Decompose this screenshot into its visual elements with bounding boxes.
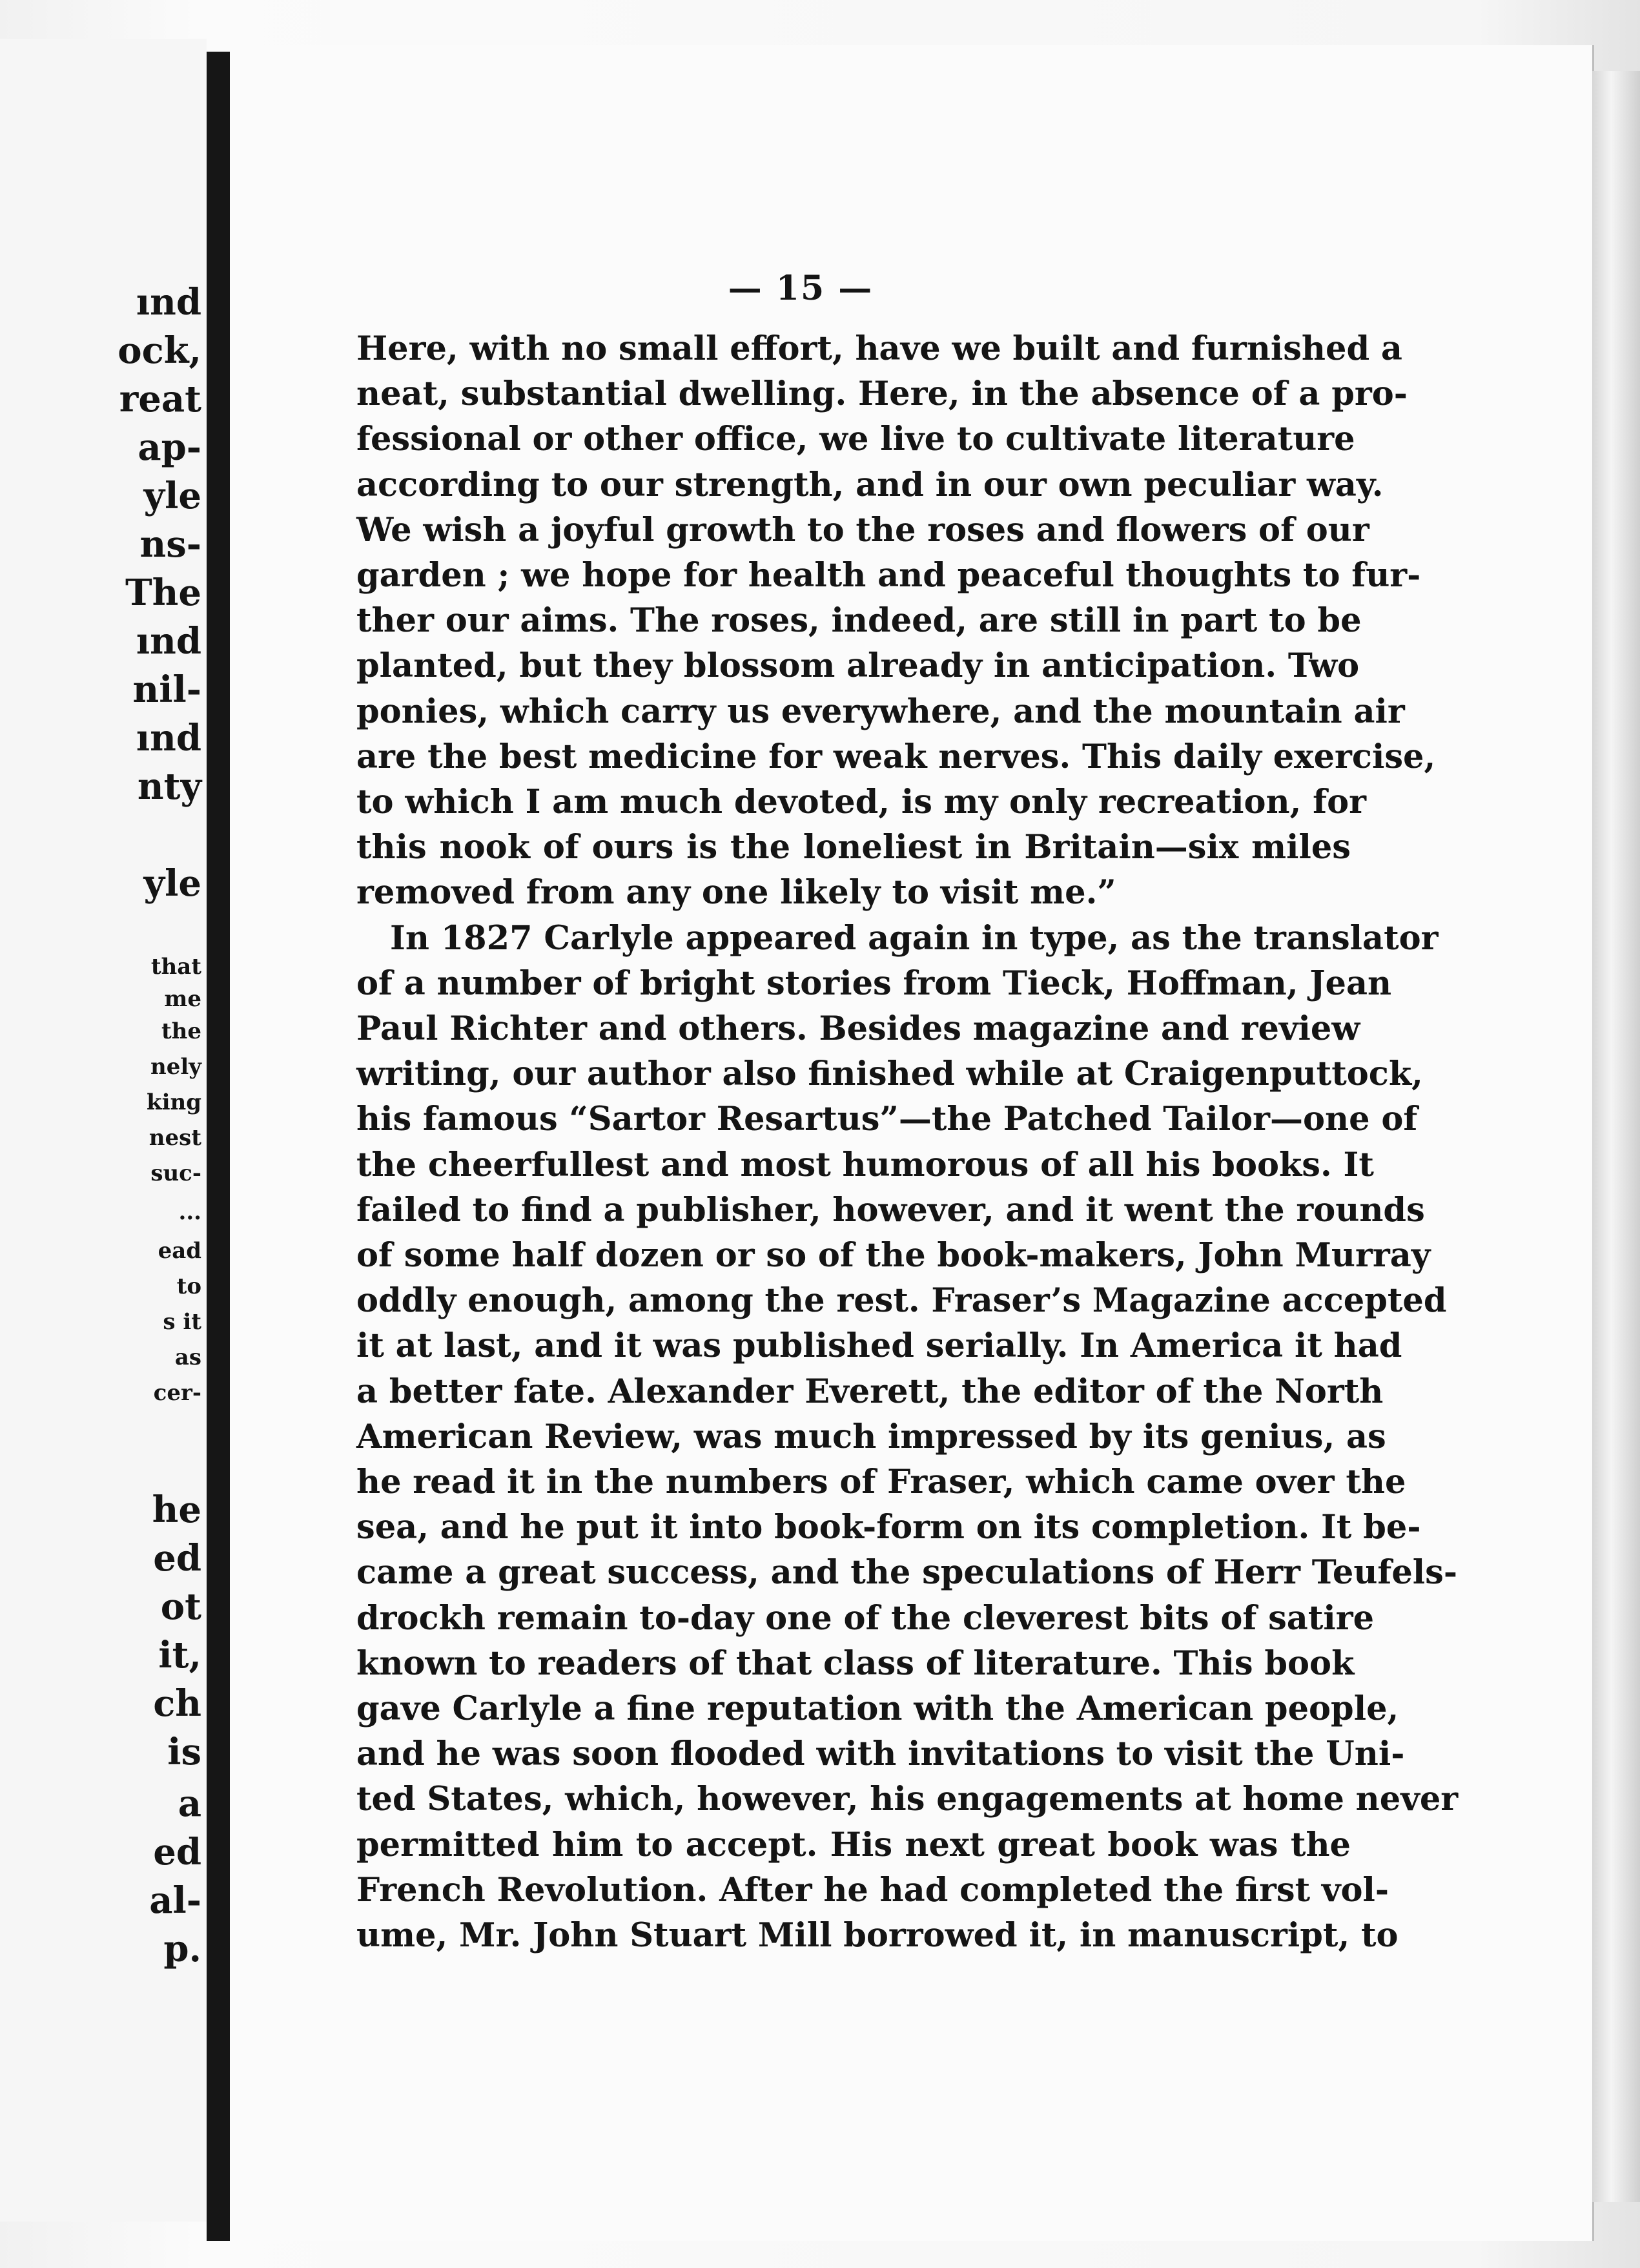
text-line: of a number of bright stories from Tieck, Hoffman, Jean [356,964,1392,1003]
text-line: French Revolution. After he had completed the first vol- [356,1870,1389,1910]
left-page-fragment: ock, [118,329,201,372]
text-line: drockh remain to-day one of the cleverest bits of satire [356,1598,1375,1638]
left-page-fragment: ınd [136,620,201,663]
left-page-fragment: ınd [136,281,201,324]
left-page-fragment: is [167,1731,201,1773]
left-page-fragment: cer- [153,1380,201,1406]
text-line: Paul Richter and others. Besides magazine and review [356,1009,1360,1048]
page-edge [1592,71,1640,2202]
text-line: gave Carlyle a fine reputation with the American people, [356,1689,1399,1728]
text-line: neat, substantial dwelling. Here, in the absence of a pro- [356,375,1408,414]
text-line: to which I am much devoted, is my only recreation, for [356,783,1366,821]
text-line: it at last, and it was published serially. In America it had [356,1326,1402,1366]
text-line: We wish a joyful growth to the roses and flowers of our [356,510,1369,550]
text-line: sea, and he put it into book-form on its completion. It be- [356,1508,1421,1547]
text-line: fessional or other office, we live to cultivate literature [356,420,1355,459]
text-line: failed to find a publisher, however, and it went the rounds [356,1190,1425,1230]
text-line: came a great success, and the speculations of Herr Teufels- [356,1553,1458,1593]
text-line: of some half dozen or so of the book-makers, John Murray [356,1236,1431,1275]
text-line: ume, Mr. John Stuart Mill borrowed it, in manuscript, to [356,1916,1399,1955]
text-line: permitted him to accept. His next great book was the [356,1825,1351,1864]
left-page-fragment: ed [153,1537,201,1580]
left-page-fragment: as [174,1345,201,1370]
left-page-fragment: yle [143,475,201,517]
left-facing-page [0,39,207,2222]
page-number: — 15 — [728,269,874,308]
left-page-fragment: s it [163,1309,201,1335]
left-page-fragment: suc- [150,1160,201,1186]
left-page-fragment: p. [163,1928,201,1970]
left-page-fragment: ns- [139,523,201,566]
text-line: according to our strength, and in our own peculiar way. [356,465,1384,504]
left-page-fragment: me [164,986,201,1012]
left-page-fragment: he [152,1489,201,1531]
left-page-fragment: nest [149,1125,201,1151]
left-page-fragment: nil- [132,668,201,711]
text-line: are the best medicine for weak nerves. This daily exercise, [356,737,1436,776]
text-line: Here, with no small effort, have we built and furnished a [356,329,1402,368]
left-page-fragment: a [178,1782,201,1825]
left-page-fragment: ed [153,1831,201,1873]
text-line: ted States, which, however, his engagements at home never [356,1780,1459,1819]
left-page-fragment: ap- [138,426,201,469]
text-line: removed from any one likely to visit me.” [356,873,1116,912]
text-line: writing, our author also finished while at Craigenputtock, [356,1055,1423,1094]
book-gutter [207,52,230,2241]
text-line: known to readers of that class of literature. This book [356,1644,1355,1683]
text-line: oddly enough, among the rest. Fraser’s Magazine accepted [356,1281,1447,1321]
left-page-fragment: nty [137,765,201,808]
text-line: planted, but they blossom already in anticipation. Two [356,646,1360,686]
left-page-fragment: it, [158,1634,201,1676]
left-page-fragment: ead [158,1238,201,1264]
left-page-fragment: to [176,1273,201,1299]
left-page-fragment: ınd [136,717,201,759]
left-page-fragment: ch [153,1682,201,1725]
text-line: a better fate. Alexander Everett, the editor of the North [356,1372,1384,1411]
left-page-fragment: yle [143,862,201,905]
left-page-fragment: nely [150,1054,201,1080]
left-page-fragment: that [150,954,201,980]
left-page-fragment: al- [149,1879,201,1922]
left-page-fragment: king [147,1089,201,1115]
text-line: garden ; we hope for health and peaceful thoughts to fur- [356,556,1421,595]
left-page-fragment: reat [119,378,201,420]
text-line: he read it in the numbers of Fraser, which came over the [356,1463,1406,1501]
text-line: and he was soon flooded with invitations to visit the Uni- [356,1735,1405,1774]
text-line: American Review, was much impressed by its genius, as [356,1417,1386,1456]
left-page-fragment: ... [178,1199,201,1225]
text-line: his famous “Sartor Resartus”—the Patched Tailor—one of [356,1100,1418,1139]
left-page-fragment: The [125,572,201,614]
text-line: ponies, which carry us everywhere, and the mountain air [356,692,1405,731]
text-line: ther our aims. The roses, indeed, are still in part to be [356,601,1362,641]
left-page-fragment: ot [160,1585,201,1628]
text-line: this nook of ours is the loneliest in Britain—six miles [356,828,1351,867]
text-line: In 1827 Carlyle appeared again in type, as the translator [390,918,1439,958]
left-page-fragment: the [161,1018,201,1044]
text-line: the cheerfullest and most humorous of all his books. It [356,1145,1374,1184]
